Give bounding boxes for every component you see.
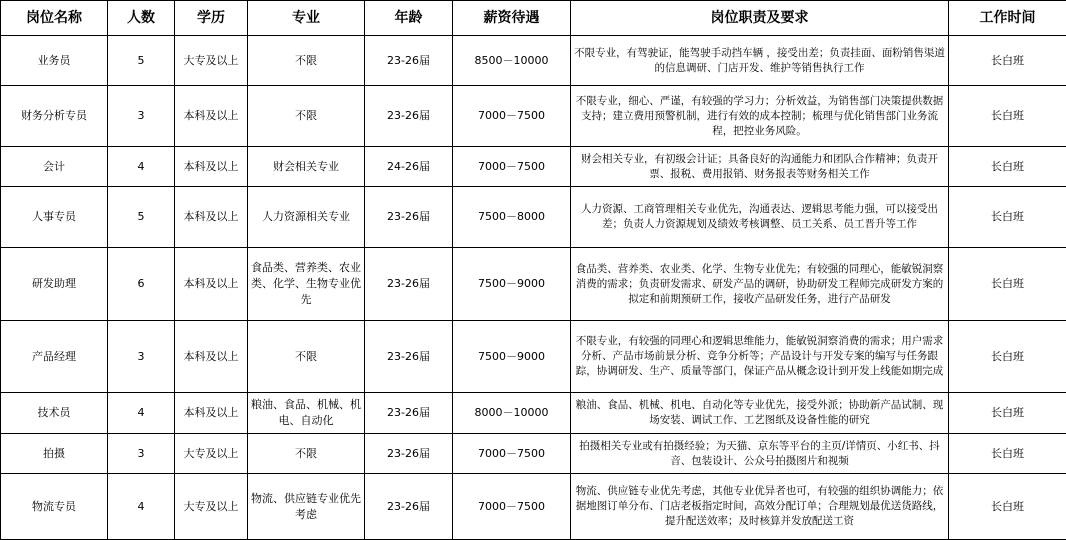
cell-hours: 长白班 [949,474,1066,540]
header-major: 专业 [248,1,365,36]
cell-count: 5 [108,187,175,248]
cell-count: 3 [108,321,175,393]
cell-title: 业务员 [1,36,108,86]
header-salary: 薪资待遇 [453,1,571,36]
cell-age: 23-26届 [365,474,453,540]
cell-major: 人力资源相关专业 [248,187,365,248]
cell-age: 23-26届 [365,248,453,321]
cell-age: 23-26届 [365,321,453,393]
cell-major: 财会相关专业 [248,147,365,187]
cell-duties: 不限专业，细心、严谨，有较强的学习力；分析效益，为销售部门决策提供数据支持；建立费用预警机制，进行有效的成本控制；梳理与优化销售部门业务流程，把控业务风险。 [571,86,949,147]
cell-title: 会计 [1,147,108,187]
cell-duties: 财会相关专业，有初级会计证；具备良好的沟通能力和团队合作精神；负责开票、报税、费用报销、财务报表等财务相关工作 [571,147,949,187]
cell-education: 大专及以上 [175,36,248,86]
header-title: 岗位名称 [1,1,108,36]
header-education: 学历 [175,1,248,36]
cell-duties: 不限专业，有驾驶证，能驾驶手动挡车辆 ，接受出差；负责挂面、面粉销售渠道的信息调研、门店开发、维护等销售执行工作 [571,36,949,86]
cell-duties: 粮油、食品、机械、机电、自动化等专业优先，接受外派；协助新产品试制、现场安装、调试工作、工艺图纸及设备性能的研究 [571,393,949,434]
cell-age: 24-26届 [365,147,453,187]
cell-education: 本科及以上 [175,187,248,248]
cell-education: 本科及以上 [175,147,248,187]
cell-title: 拍摄 [1,434,108,474]
header-duties: 岗位职责及要求 [571,1,949,36]
cell-salary: 7000－7500 [453,86,571,147]
cell-hours: 长白班 [949,434,1066,474]
cell-salary: 8500－10000 [453,36,571,86]
table-row [1,187,1066,248]
cell-education: 大专及以上 [175,474,248,540]
header-age: 年龄 [365,1,453,36]
header-row [1,1,1066,36]
table-row [1,474,1066,540]
cell-hours: 长白班 [949,187,1066,248]
cell-hours: 长白班 [949,248,1066,321]
table-row [1,147,1066,187]
cell-education: 大专及以上 [175,434,248,474]
cell-education: 本科及以上 [175,393,248,434]
cell-hours: 长白班 [949,147,1066,187]
cell-major: 不限 [248,86,365,147]
cell-count: 4 [108,147,175,187]
table-row [1,36,1066,86]
cell-education: 本科及以上 [175,248,248,321]
cell-duties: 食品类、营养类、农业类、化学、生物专业优先；有较强的同理心，能敏锐洞察消费的需求；负责研发需求、研发产品的调研，协助研发工程师完成研发方案的拟定和前期预研工作，接收产品研发任务，进行产品研发 [571,248,949,321]
table-row [1,434,1066,474]
cell-age: 23-26届 [365,187,453,248]
cell-salary: 7000－7500 [453,434,571,474]
table-row [1,393,1066,434]
cell-age: 23-26届 [365,434,453,474]
table-row [1,86,1066,147]
cell-major: 不限 [248,36,365,86]
cell-title: 物流专员 [1,474,108,540]
table-row [1,321,1066,393]
cell-major: 不限 [248,434,365,474]
cell-duties: 人力资源、工商管理相关专业优先，沟通表达、逻辑思考能力强，可以接受出差；负责人力资源规划及绩效考核调整、员工关系、员工晋升等工作 [571,187,949,248]
cell-count: 3 [108,434,175,474]
cell-salary: 7500－9000 [453,248,571,321]
cell-count: 4 [108,474,175,540]
cell-title: 产品经理 [1,321,108,393]
cell-age: 23-26届 [365,36,453,86]
cell-salary: 8000－10000 [453,393,571,434]
cell-major: 物流、供应链专业优先考虑 [248,474,365,540]
cell-duties: 物流、供应链专业优先考虑，其他专业优异者也可，有较强的组织协调能力；依据地图订单分布、门店老板指定时间，高效分配订单；合理规划最优送货路线，提升配送效率；及时核算并发放配送工资 [571,474,949,540]
cell-hours: 长白班 [949,36,1066,86]
cell-age: 23-26届 [365,86,453,147]
header-count: 人数 [108,1,175,36]
cell-duties: 拍摄相关专业或有拍摄经验；为天猫、京东等平台的主页/详情页、小红书、抖音、包装设计、公众号拍摄图片和视频 [571,434,949,474]
table-row [1,248,1066,321]
cell-count: 5 [108,36,175,86]
cell-title: 研发助理 [1,248,108,321]
cell-age: 23-26届 [365,393,453,434]
cell-education: 本科及以上 [175,321,248,393]
cell-title: 技术员 [1,393,108,434]
cell-salary: 7000－7500 [453,474,571,540]
cell-duties: 不限专业，有较强的同理心和逻辑思维能力，能敏锐洞察消费的需求；用户需求分析、产品市场前景分析、竞争分析等；产品设计与开发专案的编写与任务跟踪，协调研发、生产、质量等部门，保证产品从概念设计到开发上线能如期完成 [571,321,949,393]
cell-title: 财务分析专员 [1,86,108,147]
header-hours: 工作时间 [949,1,1066,36]
cell-hours: 长白班 [949,321,1066,393]
cell-hours: 长白班 [949,86,1066,147]
cell-salary: 7000－7500 [453,147,571,187]
cell-title: 人事专员 [1,187,108,248]
cell-count: 6 [108,248,175,321]
cell-major: 粮油、食品、机械、机电、自动化 [248,393,365,434]
cell-hours: 长白班 [949,393,1066,434]
cell-count: 3 [108,86,175,147]
cell-count: 4 [108,393,175,434]
cell-major: 食品类、营养类、农业类、化学、生物专业优先 [248,248,365,321]
cell-major: 不限 [248,321,365,393]
cell-education: 本科及以上 [175,86,248,147]
cell-salary: 7500－8000 [453,187,571,248]
cell-salary: 7500－9000 [453,321,571,393]
